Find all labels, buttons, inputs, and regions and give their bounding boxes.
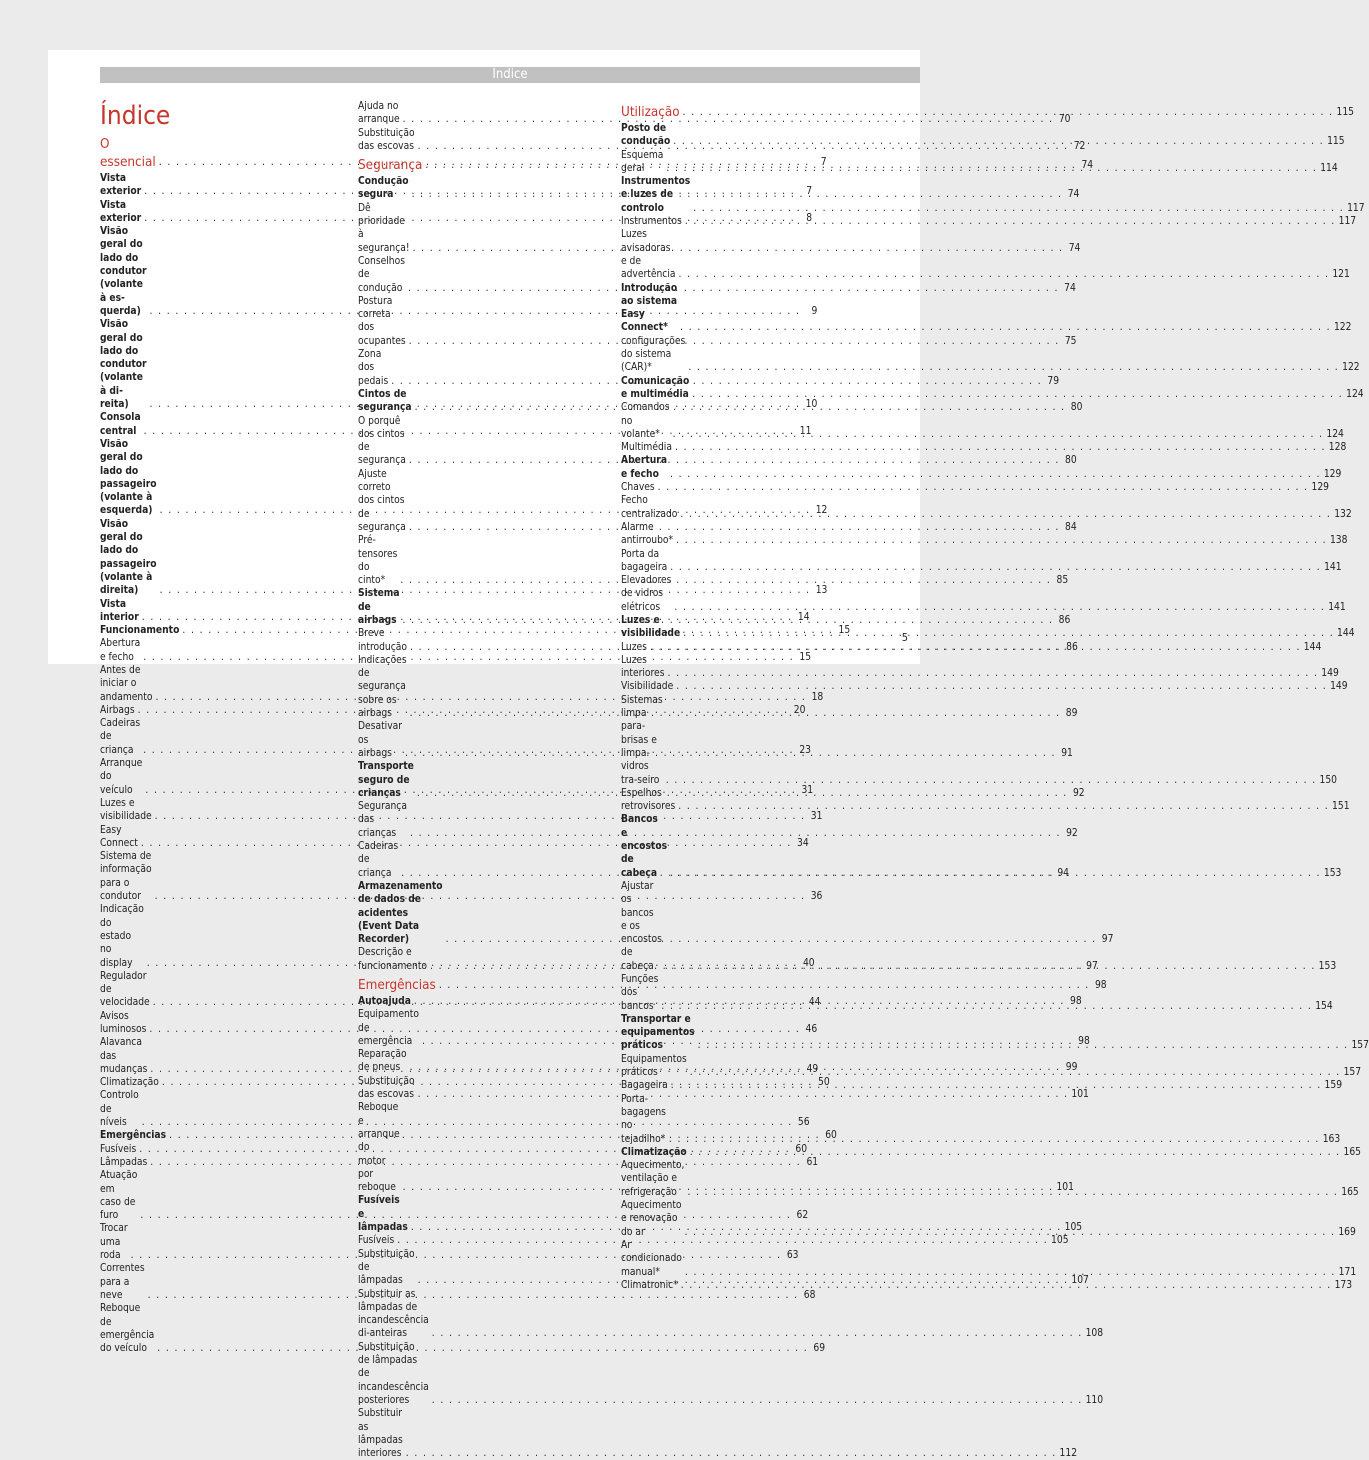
toc-entry-title: Segurança bbox=[358, 158, 423, 174]
dot-leader bbox=[679, 268, 1330, 281]
toc-entry-title: Substituição de lâmpadas de incandescência posteriores bbox=[358, 1341, 429, 1406]
toc-entry-title: Regulador de velocidade bbox=[100, 970, 150, 1009]
toc-entry-page: 163 bbox=[1322, 1133, 1341, 1145]
toc-entry-page: 115 bbox=[1327, 136, 1345, 148]
dot-leader bbox=[666, 162, 1317, 175]
toc-entry-title: O essencial bbox=[100, 137, 156, 170]
toc-entry-page: 128 bbox=[1328, 442, 1347, 454]
toc-entry-title: Consola central bbox=[100, 412, 141, 437]
dot-leader bbox=[670, 867, 1321, 880]
toc-entry-title: Aquecimento, ventilação e refrigeração bbox=[621, 1160, 685, 1198]
toc-entry-title: Visibilidade bbox=[621, 681, 674, 693]
toc-entry-title: Vista interior bbox=[100, 598, 139, 623]
toc-entry-page: 50 bbox=[818, 1077, 830, 1089]
toc-entry-title: Espelhos retrovisores bbox=[621, 787, 676, 813]
toc-entry-title: Instrumentos e luzes de controlo bbox=[621, 176, 691, 214]
toc-entry-page: 99 bbox=[1065, 1062, 1078, 1074]
toc-entry-page: 40 bbox=[802, 957, 815, 969]
toc-entry-title: Transporte seguro de crianças bbox=[358, 761, 414, 799]
toc-entry-title: Emergências bbox=[100, 1130, 167, 1142]
toc-entry-page: 117 bbox=[1338, 216, 1357, 228]
toc-entry-title: Emergências bbox=[358, 978, 436, 993]
toc-entry-page: 121 bbox=[1332, 269, 1350, 281]
toc-entry[interactable] bbox=[100, 704, 806, 717]
toc-entry-page: 105 bbox=[1051, 1235, 1069, 1247]
toc-entry-title: Indicação do estado no display bbox=[100, 904, 144, 969]
toc-entry-page: 149 bbox=[1321, 668, 1339, 680]
toc-entry[interactable] bbox=[358, 1234, 1069, 1247]
toc-entry-title: Ajuda no arranque bbox=[358, 101, 400, 126]
toc-entry-page: 144 bbox=[1303, 641, 1322, 653]
dot-leader bbox=[685, 215, 1336, 228]
dot-leader bbox=[685, 1266, 1336, 1279]
toc-entry-page: 144 bbox=[1337, 628, 1355, 640]
toc-entry-title: Cintos de segurança bbox=[358, 388, 412, 414]
toc-entry[interactable] bbox=[100, 1129, 837, 1142]
toc-entry-title: Ajustar os bancos e os encostos de cabeça bbox=[621, 880, 662, 972]
toc-entry[interactable] bbox=[621, 215, 1357, 228]
toc-entry-title: Bagageira bbox=[621, 1080, 668, 1092]
dot-leader bbox=[676, 680, 1327, 693]
toc-entry-title: configurações do sistema (CAR)* bbox=[621, 335, 686, 374]
toc-entry-page: 86 bbox=[1058, 614, 1071, 626]
toc-entry-title: Armazenamento de dados de acidentes (Event Data Recorder) bbox=[358, 880, 443, 946]
toc-entry-title: Correntes para a neve bbox=[100, 1263, 145, 1301]
toc-entry-page: 98 bbox=[1070, 996, 1082, 1007]
toc-entry-page: 9 bbox=[811, 305, 818, 317]
toc-entry-title: Fecho centralizado bbox=[621, 495, 678, 520]
toc-entry-title: Conselhos de condução bbox=[358, 255, 405, 294]
toc-entry-title: Condução segura bbox=[358, 176, 409, 201]
toc-entry[interactable] bbox=[621, 441, 1347, 454]
toc-entry-title: Climatização bbox=[621, 1146, 687, 1158]
toc-entry-title: Sistema de airbags bbox=[358, 588, 400, 626]
toc-entry-title: Luzes interiores bbox=[621, 654, 665, 680]
toc-entry-page: 7 bbox=[820, 157, 827, 168]
toc-entry-title: Visão geral do lado do condutor (volante à di-reita) bbox=[100, 319, 147, 411]
toc-entry-title: Esquema geral bbox=[621, 149, 664, 174]
toc-entry-page: 165 bbox=[1341, 1186, 1359, 1198]
toc-entry-title: Cadeiras de criança bbox=[358, 841, 399, 879]
toc-entry-title: Breve introdução bbox=[358, 628, 407, 653]
toc-entry-page: 80 bbox=[1070, 402, 1083, 414]
toc-entry-page: 132 bbox=[1334, 508, 1352, 520]
toc-entry-page: 15 bbox=[838, 625, 851, 637]
dot-leader bbox=[650, 641, 1301, 654]
toc-entry-title: Substituição de lâmpadas bbox=[358, 1248, 415, 1287]
toc-entry-page: 75 bbox=[1064, 335, 1077, 347]
toc-entry-page: 56 bbox=[797, 1117, 810, 1129]
toc-entry-title: Luzes avisadoras e de advertência bbox=[621, 229, 676, 281]
toc-entry[interactable] bbox=[621, 680, 1348, 693]
toc-entry-title: Multimédia bbox=[621, 442, 672, 454]
toc-entry-page: 68 bbox=[803, 1289, 816, 1301]
toc-entry-title: Reparação de pneus bbox=[358, 1049, 407, 1074]
toc-entry-page: 129 bbox=[1323, 468, 1342, 480]
toc-entry-page: 115 bbox=[1336, 107, 1354, 118]
toc-entry[interactable] bbox=[358, 1407, 1078, 1460]
toc-entry-title: Descrição e funcionamento bbox=[358, 947, 428, 972]
dot-leader bbox=[683, 627, 1334, 640]
toc-entry-title: Lâmpadas bbox=[100, 1156, 148, 1168]
toc-entry-title: Porta da bagageira bbox=[621, 548, 668, 573]
dot-leader bbox=[693, 202, 1344, 215]
toc-entry-page: 110 bbox=[1085, 1394, 1104, 1406]
toc-entry-title: Arranque do veículo bbox=[100, 758, 143, 796]
toc-entry-page: 46 bbox=[805, 1024, 818, 1035]
toc-entry-page: 157 bbox=[1351, 1040, 1369, 1052]
toc-entry-title: Alarme antirroubo* bbox=[621, 521, 674, 547]
toc-entry-title: Abertura e fecho bbox=[621, 455, 668, 480]
toc-entry-title: Easy Connect bbox=[100, 824, 138, 849]
toc-entry-title: Vista exterior bbox=[100, 199, 142, 224]
toc-entry-page: 44 bbox=[808, 997, 821, 1009]
toc-entry-page: 165 bbox=[1343, 1146, 1361, 1158]
toc-entry-title: Ajuste correto dos cintos de segurança bbox=[358, 468, 406, 533]
toc-entry[interactable] bbox=[621, 548, 1342, 575]
toc-entry-title: Sistemas limpa para-brisas e limpa-vidros tra-seiro bbox=[621, 694, 663, 786]
toc-entry-page: 14 bbox=[797, 611, 810, 623]
toc-entry-title: Visão geral do lado do condutor (volante à es-querda) bbox=[100, 226, 147, 317]
dot-leader bbox=[690, 1146, 1341, 1159]
toc-entry-page: 153 bbox=[1323, 867, 1342, 879]
dot-leader bbox=[661, 1000, 1312, 1013]
dot-leader bbox=[432, 1327, 1083, 1340]
toc-entry-page: 171 bbox=[1338, 1266, 1357, 1278]
toc-entry-title: Fusíveis e lâmpadas bbox=[358, 1195, 408, 1234]
dot-leader bbox=[681, 1279, 1332, 1292]
toc-entry-page: 92 bbox=[1066, 827, 1078, 839]
toc-entry-title: Alavanca das mudanças bbox=[100, 1037, 148, 1075]
toc-entry-page: 159 bbox=[1324, 1080, 1343, 1092]
dot-leader bbox=[692, 388, 1343, 401]
toc-entry-page: 31 bbox=[810, 811, 823, 823]
dot-leader bbox=[687, 1186, 1338, 1199]
dot-leader bbox=[673, 135, 1324, 148]
toc-entry-page: 149 bbox=[1330, 681, 1348, 693]
toc-entry-page: 49 bbox=[806, 1063, 819, 1075]
document-page bbox=[48, 50, 1369, 1460]
toc-entry-title: Atuação em caso de furo bbox=[100, 1170, 138, 1222]
toc-entry-page: 74 bbox=[1068, 242, 1081, 254]
toc-entry-title: Airbags bbox=[100, 704, 135, 716]
dot-leader bbox=[674, 601, 1325, 614]
toc-entry-page: 23 bbox=[799, 744, 811, 756]
toc-entry-page: 124 bbox=[1326, 428, 1344, 440]
toc-entry-page: 8 bbox=[806, 212, 813, 224]
dot-leader bbox=[680, 508, 1331, 521]
toc-entry-title: Comunicação e multimédia bbox=[621, 375, 690, 400]
toc-entry-title: Climatização bbox=[100, 1077, 159, 1089]
toc-entry-page: 150 bbox=[1319, 774, 1338, 786]
toc-entry-title: Transportar e equipamentos práticos bbox=[621, 1013, 695, 1052]
toc-entry-page: 98 bbox=[1094, 980, 1107, 991]
toc-entry-page: 74 bbox=[1064, 282, 1076, 294]
toc-entry-page: 129 bbox=[1311, 482, 1329, 494]
toc-entry-page: 114 bbox=[1320, 162, 1338, 174]
dot-leader bbox=[671, 1079, 1322, 1092]
toc-entry-page: 124 bbox=[1346, 388, 1364, 400]
toc-entry-title: Bancos e encostos de cabeça bbox=[621, 814, 668, 879]
toc-entry-title: Controlo de níveis bbox=[100, 1090, 139, 1129]
page-number: 5 bbox=[901, 631, 908, 644]
toc-entry-page: 101 bbox=[1056, 1182, 1074, 1194]
toc-entry-title: Introdução ao sistema Easy Connect* bbox=[621, 282, 678, 334]
toc-entry-title: Zona dos pedais bbox=[358, 349, 389, 387]
toc-entry-page: 112 bbox=[1059, 1448, 1078, 1460]
toc-entry-page: 98 bbox=[1078, 1035, 1090, 1047]
dot-leader bbox=[698, 1039, 1349, 1052]
toc-entry-page: 12 bbox=[815, 505, 828, 517]
toc-entry-title: Reboque e arranque do motor por reboque bbox=[358, 1102, 400, 1194]
toc-entry-page: 85 bbox=[1056, 575, 1069, 587]
toc-entry-page: 153 bbox=[1318, 960, 1337, 972]
dot-leader bbox=[673, 428, 1324, 441]
toc-entry-page: 62 bbox=[796, 1210, 809, 1222]
toc-entry-page: 97 bbox=[1101, 934, 1114, 946]
dot-leader bbox=[670, 561, 1321, 574]
toc-entry-title: Chaves bbox=[621, 482, 655, 494]
toc-entry-page: 141 bbox=[1324, 561, 1342, 573]
toc-entry-page: 94 bbox=[1057, 867, 1069, 879]
toc-entry-page: 20 bbox=[793, 704, 806, 716]
toc-entry-page: 169 bbox=[1338, 1226, 1356, 1238]
toc-entry-page: 36 bbox=[810, 891, 823, 903]
toc-entry-page: 74 bbox=[1067, 189, 1080, 201]
toc-entry-title: Funcionamento bbox=[100, 625, 180, 637]
toc-entry-title: Autoajuda bbox=[358, 996, 411, 1007]
dot-leader bbox=[680, 321, 1331, 334]
toc-entry-title: Aquecimento e renovação do ar bbox=[621, 1200, 682, 1238]
toc-entry-title: Substituição das escovas bbox=[358, 127, 415, 152]
toc-entry-title: Dê prioridade à segurança! bbox=[358, 202, 410, 254]
dot-leader bbox=[667, 667, 1318, 680]
toc-entry-title: Luzes e visibilidade bbox=[100, 797, 152, 823]
toc-entry-page: 7 bbox=[806, 186, 813, 198]
toc-entry-page: 31 bbox=[801, 784, 814, 796]
toc-entry-page: 91 bbox=[1061, 747, 1073, 759]
toc-entry-title: Visão geral do lado do passageiro (volante à direita) bbox=[100, 518, 157, 597]
toc-entry-title: Funções dos bancos bbox=[621, 974, 659, 1012]
toc-entry-page: 101 bbox=[1071, 1089, 1089, 1101]
toc-entry-title: Desativar os airbags bbox=[358, 721, 403, 759]
toc-entry-page: 13 bbox=[815, 585, 828, 597]
toc-entry-title: Substituição das escovas bbox=[358, 1075, 415, 1101]
toc-entry-page: 157 bbox=[1343, 1067, 1362, 1079]
toc-entry[interactable] bbox=[621, 481, 1329, 494]
toc-entry-title: Instrumentos bbox=[621, 216, 682, 228]
toc-entry-title: Fusíveis bbox=[100, 1143, 137, 1155]
toc-entry-title: Comandos no volante* bbox=[621, 402, 670, 440]
toc-entry-title: Equipamentos práticos bbox=[621, 1053, 687, 1079]
dot-leader bbox=[690, 1066, 1341, 1079]
toc-entry[interactable] bbox=[621, 1146, 1361, 1159]
dot-leader bbox=[675, 441, 1326, 454]
toc-entry-title: Fusíveis bbox=[358, 1235, 395, 1247]
page-header: Índice bbox=[100, 67, 920, 83]
toc-entry[interactable] bbox=[621, 1079, 1343, 1092]
toc-entry-page: 10 bbox=[805, 399, 818, 411]
toc-entry-page: 18 bbox=[811, 691, 824, 703]
dot-leader bbox=[676, 534, 1327, 547]
toc-entry-title: Posto de condução bbox=[621, 123, 671, 148]
toc-entry-title: Porta-bagagens no tejadilho* bbox=[621, 1093, 666, 1145]
dot-leader bbox=[685, 1226, 1336, 1239]
dot-leader bbox=[670, 468, 1321, 481]
toc-entry-page: 97 bbox=[1086, 960, 1098, 972]
toc-entry-title: Substituir as lâmpadas interiores bbox=[358, 1408, 403, 1460]
toc-entry-page: 15 bbox=[799, 651, 812, 663]
toc-entry[interactable] bbox=[621, 494, 1352, 521]
toc-entry-title: Postura correta dos ocupantes bbox=[358, 295, 406, 347]
toc-entry-page: 107 bbox=[1071, 1275, 1089, 1287]
dot-leader bbox=[665, 960, 1316, 973]
dot-leader bbox=[669, 1133, 1320, 1146]
toc-entry-title: Sistema de informação para o condutor bbox=[100, 851, 152, 903]
toc-entry-page: 60 bbox=[825, 1130, 837, 1142]
dot-leader bbox=[658, 481, 1309, 494]
toc-entry-title: Elevadores de vidros elétricos bbox=[621, 575, 672, 613]
toc-entry-page: 151 bbox=[1332, 801, 1350, 813]
toc-entry-title: Reboque de emergência do veículo bbox=[100, 1303, 155, 1355]
toc-entry-title: Equipamento de emergência bbox=[358, 1009, 419, 1047]
toc-entry-title: Climatronic* bbox=[621, 1279, 678, 1291]
toc-entry-title: Indicações de segurança sobre os airbags bbox=[358, 654, 407, 720]
toc-entry-page: 141 bbox=[1328, 601, 1346, 613]
toc-entry-title: Visão geral do lado do passageiro (volante à esquerda) bbox=[100, 438, 157, 517]
toc-entry-page: 117 bbox=[1347, 202, 1365, 214]
toc-entry-page: 105 bbox=[1064, 1222, 1083, 1234]
toc-entry-title: Vista exterior bbox=[100, 173, 142, 198]
toc-entry-page: 122 bbox=[1342, 362, 1360, 374]
toc-section-heading[interactable] bbox=[358, 977, 1107, 995]
toc-entry-page: 92 bbox=[1072, 787, 1085, 799]
toc-entry-title: O porquê dos cintos de segurança bbox=[358, 415, 406, 467]
toc-entry-title: Trocar uma roda bbox=[100, 1223, 128, 1262]
toc-entry-title: Ar condicionado manual* bbox=[621, 1239, 682, 1278]
toc-entry-page: 61 bbox=[806, 1156, 819, 1168]
toc-entry-page: 84 bbox=[1065, 521, 1077, 533]
toc-entry-page: 63 bbox=[786, 1250, 799, 1262]
toc-entry-page: 108 bbox=[1085, 1328, 1104, 1340]
toc-entry-title: Luzes e visibilidade bbox=[621, 614, 681, 640]
dot-leader bbox=[666, 774, 1317, 787]
toc-entry[interactable] bbox=[100, 1156, 819, 1169]
toc-entry-title: Avisos luminosos bbox=[100, 1010, 147, 1035]
toc-entry-page: 72 bbox=[1073, 140, 1086, 152]
toc-entry-page: 154 bbox=[1315, 1000, 1333, 1012]
toc-entry-page: 122 bbox=[1333, 322, 1352, 334]
page-title: Índice bbox=[100, 101, 171, 131]
toc-entry-title: Pré-tensores do cinto* bbox=[358, 535, 398, 587]
toc-entry-title: Abertura e fecho bbox=[100, 638, 141, 663]
toc-entry-page: 69 bbox=[813, 1343, 826, 1355]
toc-entry-page: 138 bbox=[1329, 535, 1348, 547]
toc-entry-page: 11 bbox=[799, 425, 812, 437]
toc-entry-title: Substituir as lâmpadas de incandescência di-anteiras bbox=[358, 1288, 429, 1340]
dot-leader bbox=[406, 1447, 1057, 1460]
toc-entry-page: 89 bbox=[1065, 708, 1078, 720]
toc-entry-title: Antes de iniciar o andamento bbox=[100, 664, 153, 703]
toc-entry[interactable] bbox=[100, 824, 809, 851]
toc-entry[interactable] bbox=[621, 654, 1339, 681]
toc-entry-page: 70 bbox=[1058, 114, 1071, 126]
dot-leader bbox=[678, 800, 1329, 813]
dot-leader bbox=[683, 104, 1334, 122]
toc-entry-page: 86 bbox=[1066, 641, 1078, 653]
dot-leader bbox=[688, 361, 1339, 374]
toc-entry-title: Utilização bbox=[621, 105, 680, 120]
toc-entry-page: 80 bbox=[1065, 455, 1077, 467]
toc-entry-page: 173 bbox=[1334, 1279, 1353, 1291]
toc-entry-title: Cadeiras de criança bbox=[100, 718, 141, 756]
toc-entry-page: 79 bbox=[1047, 375, 1060, 387]
toc-entry-page: 74 bbox=[1081, 160, 1094, 172]
toc-entry-title: Luzes bbox=[621, 641, 647, 653]
toc-entry-page: 34 bbox=[797, 837, 809, 849]
dot-leader bbox=[432, 1394, 1083, 1407]
toc-entry-title: Segurança das crianças bbox=[358, 801, 407, 839]
toc-entry-page: 60 bbox=[795, 1143, 808, 1155]
